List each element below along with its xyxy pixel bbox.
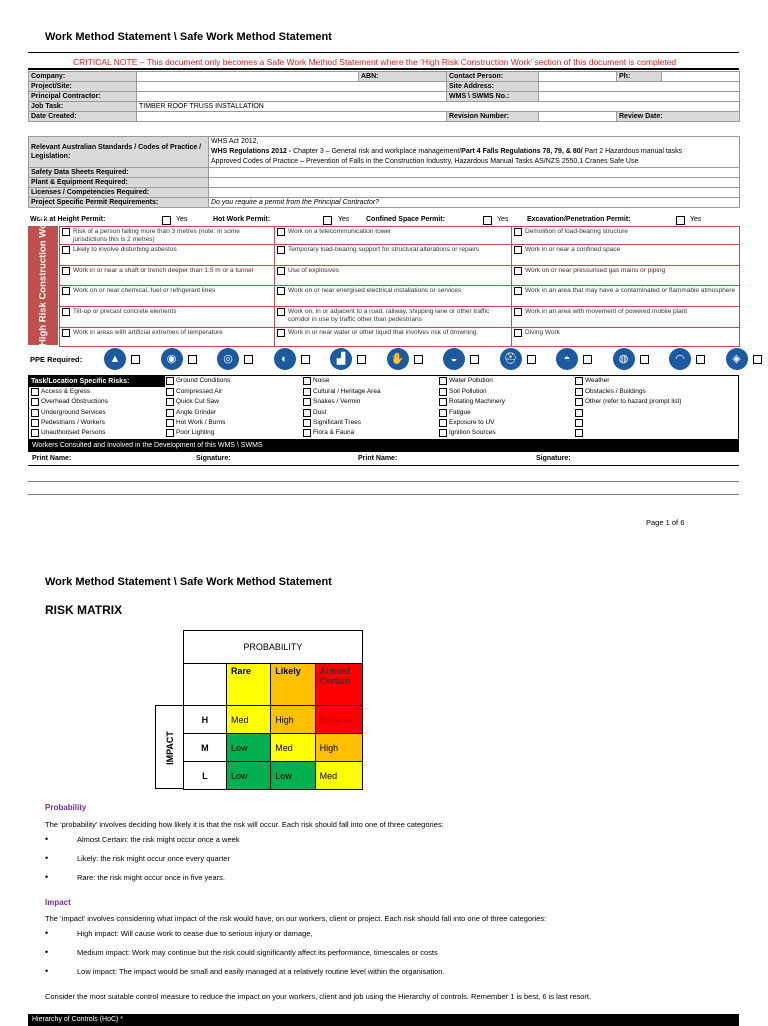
ph-field[interactable] — [662, 72, 740, 82]
hrcw-item[interactable] — [275, 227, 512, 245]
hrcw-checkbox[interactable] — [62, 308, 70, 316]
risk-checkbox[interactable] — [439, 398, 447, 406]
hrcw-checkbox[interactable] — [62, 329, 70, 337]
list-item: • Rare: the risk might occur once in five years. — [45, 868, 240, 887]
confined-permit-checkbox[interactable] — [483, 216, 492, 225]
risk-checkbox[interactable] — [303, 409, 311, 417]
hrcw-item-label: Work in an area that may have a contaminated or flammable atmosphere — [525, 287, 736, 294]
risk-checkbox[interactable] — [439, 419, 447, 427]
risk-label: Fatigue — [449, 408, 471, 416]
risk-label: Snakes / Vermin — [313, 398, 361, 406]
matrix-row-label: M — [183, 734, 226, 762]
risk-checkbox[interactable] — [166, 429, 174, 437]
matrix-col-header: Rare — [226, 664, 270, 706]
licenses-label: Licenses / Competencies Required: — [29, 188, 209, 198]
risk-label: Ground Conditions — [176, 377, 231, 384]
sds-field[interactable] — [209, 168, 740, 178]
risk-label: Rotating Machinery — [449, 398, 505, 406]
hrcw-item-label: Temporary load-bearing support for structural alterations or repairs — [288, 246, 480, 253]
permit-row — [28, 215, 739, 226]
company-field[interactable] — [137, 72, 359, 82]
hrcw-label: High Risk Construction Work — [37, 214, 49, 346]
ppe-checkbox[interactable] — [301, 355, 310, 364]
probability-text: The ‘probability’ involves deciding how likely it is that the risk will occur. Each risk should fall into one of three categories: — [45, 820, 444, 829]
hrcw-checkbox[interactable] — [514, 308, 522, 316]
standards-falls: Part 4 Falls Regulations 78, 79, & 80/ — [461, 148, 583, 155]
page2-title: Work Method Statement \ Safe Work Method Statement — [45, 576, 332, 588]
hrcw-item[interactable] — [512, 266, 740, 286]
matrix-col-header: Likely — [271, 664, 315, 706]
ph-label: Ph: — [617, 72, 662, 82]
wms-no-field[interactable] — [539, 92, 740, 102]
excavation-permit-checkbox[interactable] — [676, 216, 685, 225]
hrcw-item[interactable] — [512, 307, 740, 328]
hi-vis-vest-icon: ▲ — [104, 348, 126, 370]
hrcw-item[interactable] — [275, 328, 512, 347]
risk-label: Overhead Obstructions — [41, 398, 108, 406]
hrcw-checkbox[interactable] — [62, 287, 70, 295]
impact-label: IMPACT — [165, 731, 175, 765]
ear-muffs-icon: ◎ — [217, 348, 239, 370]
risk-checkbox[interactable] — [303, 377, 311, 385]
hot-work-yes: Yes — [338, 216, 350, 223]
risk-matrix — [155, 630, 363, 790]
date-created-label: Date Created: — [29, 112, 137, 122]
ppe-checkbox[interactable] — [131, 355, 140, 364]
standards-chapter: Chapter 3 – General risk and workplace management/ — [293, 148, 462, 155]
ppe-checkbox[interactable] — [696, 355, 705, 364]
probability-heading: Probability — [45, 803, 87, 812]
hrcw-item-label: Work in an area with movement of powered mobile plant — [525, 308, 688, 315]
hoc-bar: Hierarchy of Controls (HoC) * — [28, 1014, 739, 1026]
divider — [28, 68, 739, 70]
company-label: Company: — [29, 72, 137, 82]
risk-checkbox[interactable] — [303, 429, 311, 437]
list-item: • High impact: Will cause work to cease due to serious injury or damage, — [45, 924, 445, 943]
risk-checkbox[interactable] — [575, 409, 583, 417]
risk-checkbox[interactable] — [31, 419, 39, 427]
contact-person-label: Contact Person: — [447, 72, 539, 82]
signature-line — [28, 481, 739, 482]
hrcw-item[interactable] — [60, 245, 275, 266]
hrcw-item-label: Work on, in or adjacent to a road, railway, shipping lane or other traffic corridor in use by traffic other than pedestrians — [288, 308, 490, 323]
ppe-label: PPE Required: — [30, 355, 83, 364]
list-item: • Low impact: The impact would be small and easily managed at a relatively routine level within the organisation. — [45, 962, 445, 981]
hrcw-item-label: Use of explosives — [288, 267, 339, 274]
standards-manual: Part 2 Hazardous manual tasks — [582, 148, 683, 155]
ppe-checkbox[interactable] — [753, 355, 762, 364]
risk-checkbox[interactable] — [303, 398, 311, 406]
face-shield-icon: ◒ — [443, 348, 465, 370]
risk-label: Pedestrians / Workers — [41, 418, 105, 426]
risk-label: Weather — [585, 377, 610, 384]
risk-label: Quick Cut Saw — [176, 398, 219, 406]
hrcw-side-label — [28, 214, 58, 346]
list-item: • Likely: the risk might occur once every quarter — [45, 849, 240, 868]
excavation-yes: Yes — [690, 216, 702, 223]
ppe-checkbox[interactable] — [470, 355, 479, 364]
hrcw-item[interactable] — [512, 286, 740, 307]
hrcw-checkbox[interactable] — [277, 329, 285, 337]
print-name-label-1: Print Name: — [32, 455, 72, 462]
hrcw-checkbox[interactable] — [277, 308, 285, 316]
job-task-field[interactable]: TIMBER ROOF TRUSS INSTALLATION — [137, 102, 740, 112]
respirator-icon: ◉ — [161, 348, 183, 370]
risk-label: Dust — [313, 408, 327, 416]
hrcw-checkbox[interactable] — [514, 228, 522, 236]
risk-checkbox[interactable] — [31, 409, 39, 417]
risk-checkbox[interactable] — [575, 398, 583, 406]
excavation-permit-label: Excavation/Penetration Permit: — [527, 216, 631, 223]
confined-permit-label: Confined Space Permit: — [366, 216, 445, 223]
matrix-cell: High — [315, 734, 362, 762]
hrcw-item-label: Work on or near pressurised gas mains or piping — [525, 267, 666, 274]
risk-label: Hot Work / Burns — [176, 418, 226, 426]
hrcw-item-label: Work in or near a confined space — [525, 246, 621, 253]
risk-checkbox[interactable] — [166, 409, 174, 417]
hot-work-permit-checkbox[interactable] — [323, 216, 332, 225]
risks-label: Task/Location Specific Risks: — [29, 376, 165, 387]
risk-checkbox[interactable] — [575, 429, 583, 437]
hrcw-item-label: Work in or near water or other liquid that involves risk of drowning — [288, 329, 477, 336]
matrix-cell: High — [271, 706, 315, 734]
ppe-checkbox[interactable] — [244, 355, 253, 364]
hrcw-item[interactable] — [60, 266, 275, 286]
risk-label: Underground Services — [41, 408, 106, 416]
risk-label: Noise — [313, 377, 330, 384]
hrcw-checkbox[interactable] — [514, 287, 522, 295]
hrcw-item-label: Work on a telecommunication tower — [288, 228, 392, 235]
welding-mask-icon: ◓ — [556, 348, 578, 370]
risk-label: Water Pollution — [449, 377, 493, 384]
consider-text: Consider the most suitable control measure to reduce the impact on your workers, client and job using the Hierarchy of controls. Remember 1 is best, 6 is last resort. — [45, 992, 592, 1001]
wah-yes: Yes — [176, 216, 188, 223]
revision-number-label: Revision Number: — [447, 112, 539, 122]
gloves-icon: ✋ — [387, 348, 409, 370]
probability-list — [45, 830, 240, 887]
hrcw-item[interactable] — [60, 307, 275, 328]
hrcw-item[interactable] — [60, 286, 275, 307]
impact-text: The ‘impact’ involves considering what impact of the risk would have, on our workers, client or project. Each risk should fall into one of three categories: — [45, 914, 547, 923]
matrix-cell: Med — [315, 762, 362, 790]
hrcw-item[interactable] — [275, 245, 512, 266]
project-site-label: Project/Site: — [29, 82, 137, 92]
risk-checkbox[interactable] — [439, 388, 447, 396]
standards-line3: Approved Codes of Practice – Prevention of Falls in the Construction Industry, Hazardous Manual Tasks AS/NZS 2550.1 Cranes Safe Use — [211, 158, 639, 165]
safety-glasses-icon: ◐ — [274, 348, 296, 370]
hrcw-item-label: Diving Work — [525, 329, 560, 336]
print-name-label-2: Print Name: — [358, 455, 398, 462]
ppe-row — [28, 347, 739, 373]
risk-checkbox[interactable] — [31, 398, 39, 406]
hrcw-item[interactable] — [60, 227, 275, 245]
hrcw-checkbox[interactable] — [277, 267, 285, 275]
ppe-checkbox[interactable] — [583, 355, 592, 364]
signature-label-1: Signature: — [196, 455, 231, 462]
risk-checkbox[interactable] — [31, 429, 39, 437]
matrix-row-label: H — [183, 706, 226, 734]
impact-heading: Impact — [45, 898, 71, 907]
risk-matrix-title: RISK MATRIX — [45, 603, 123, 617]
risk-checkbox[interactable] — [303, 388, 311, 396]
hrcw-checkbox[interactable] — [514, 267, 522, 275]
review-date-label: Review Date: — [617, 112, 740, 122]
wah-permit-checkbox[interactable] — [162, 216, 171, 225]
hrcw-item[interactable] — [512, 245, 740, 266]
standards-line1: WHS Act 2012, — [211, 138, 259, 145]
ppe-checkbox[interactable] — [188, 355, 197, 364]
divider — [28, 52, 739, 53]
sun-hat-icon: ◠ — [669, 348, 691, 370]
plant-field[interactable] — [209, 178, 740, 188]
confined-yes: Yes — [497, 216, 509, 223]
hot-work-permit-label: Hot Work Permit: — [213, 216, 271, 223]
signature-line — [28, 494, 739, 495]
impact-list — [45, 924, 445, 981]
risk-checkbox[interactable] — [303, 419, 311, 427]
matrix-corner — [155, 664, 183, 706]
principal-contractor-field[interactable] — [137, 92, 447, 102]
list-item: • Medium impact: Work may continue but the risk could significantly affect its performance, timescales or costs — [45, 943, 445, 962]
hrcw-item-label: Risk of a person falling more than 3 metres (note: in some jurisdictions this is 2 metres) — [73, 228, 240, 243]
wah-permit-label: Work at Height Permit: — [30, 216, 106, 223]
hrcw-table — [59, 226, 740, 347]
hrcw-item[interactable] — [275, 307, 512, 328]
ppe-checkbox[interactable] — [414, 355, 423, 364]
critical-note: CRITICAL NOTE – This document only becomes a Safe Work Method Statement where the ‘High Risk Construction Work’ section of this document is completed — [73, 57, 677, 67]
risk-checkbox[interactable] — [439, 409, 447, 417]
risk-checkbox[interactable] — [575, 377, 583, 385]
hrcw-item-label: Likely to involve disturbing asbestos — [73, 246, 177, 253]
project-site-field[interactable] — [137, 82, 447, 92]
hrcw-checkbox[interactable] — [62, 246, 70, 254]
matrix-corner — [183, 664, 226, 706]
signature-label-2: Signature: — [536, 455, 571, 462]
hrcw-item[interactable] — [275, 286, 512, 307]
risk-label: Cultural / Heritage Area — [313, 388, 381, 395]
hrcw-item[interactable] — [60, 328, 275, 347]
risk-checkbox[interactable] — [439, 429, 447, 437]
job-task-label: Job Task: — [29, 102, 137, 112]
risk-label: Compressed Air — [176, 388, 223, 395]
risk-label: Significant Trees — [313, 418, 362, 426]
risk-label: Ignition Sources — [449, 429, 496, 437]
risk-label: Access & Egress — [41, 388, 91, 395]
standards-table — [28, 136, 740, 208]
sds-label: Safety Data Sheets Required: — [29, 168, 209, 178]
hrcw-checkbox[interactable] — [277, 246, 285, 254]
hrcw-item-label: Work on or near energised electrical installations or services — [288, 287, 462, 294]
matrix-cell: Extreme — [315, 706, 362, 734]
dust-mask-icon: ◍ — [613, 348, 635, 370]
risk-checkbox[interactable] — [166, 398, 174, 406]
matrix-cell: Low — [271, 762, 315, 790]
safety-boots-icon: ▟ — [330, 348, 352, 370]
matrix-cell: Low — [226, 734, 270, 762]
page-title: Work Method Statement \ Safe Work Method Statement — [45, 31, 332, 43]
hrcw-item-label: Work in or near a shaft or trench deeper than 1.5 m or a tunnel — [73, 267, 254, 274]
hrcw-item-label: Work on or near chemical, fuel or refrigerant lines — [73, 287, 216, 294]
risk-label: Flora & Fauna — [313, 429, 355, 437]
risk-checkbox[interactable] — [166, 419, 174, 427]
ppe-checkbox[interactable] — [640, 355, 649, 364]
ppe-checkbox[interactable] — [357, 355, 366, 364]
hrcw-item[interactable] — [512, 227, 740, 245]
matrix-cell: Low — [226, 762, 270, 790]
risk-label: Poor Lighting — [176, 429, 215, 437]
risk-label: Other (refer to hazard prompt list) — [585, 398, 682, 406]
matrix-cell: Med — [271, 734, 315, 762]
hrcw-checkbox[interactable] — [277, 287, 285, 295]
hrcw-checkbox[interactable] — [514, 246, 522, 254]
matrix-cell: Med — [226, 706, 270, 734]
risk-label: Exposure to UV — [449, 418, 495, 426]
risk-checkbox[interactable] — [439, 377, 447, 385]
hrcw-item-label: Demolition of load-bearing structure — [525, 228, 628, 235]
probability-header: PROBABILITY — [183, 631, 362, 664]
risk-checkbox[interactable] — [166, 377, 174, 385]
standards-regs: WHS Regulations 2012 - — [211, 148, 294, 155]
matrix-col-header: Almost Certain — [315, 664, 362, 706]
hrcw-checkbox[interactable] — [62, 228, 70, 236]
permits-label: Project Specific Permit Requirements: — [29, 198, 209, 208]
hrcw-checkbox[interactable] — [277, 228, 285, 236]
hrcw-item-label: Work in areas with artificial extremes of temperature — [73, 329, 223, 336]
hrcw-item-label: Tilt-up or precast concrete elements — [73, 308, 177, 315]
risk-checkbox[interactable] — [166, 388, 174, 396]
hrcw-item[interactable] — [275, 266, 512, 286]
risk-label: Obstacles / Buildings — [585, 388, 646, 395]
risk-checkbox[interactable] — [575, 419, 583, 427]
standards-label: Relevant Australian Standards / Codes of Practice / Legislation: — [29, 137, 209, 168]
risk-label: Soil Pollution — [449, 388, 487, 395]
page-number: Page 1 of 6 — [646, 518, 685, 527]
date-created-field[interactable] — [137, 112, 447, 122]
risk-label: Unauthorised Persons — [41, 429, 106, 437]
hrcw-item[interactable] — [512, 328, 740, 347]
abn-label: ABN: — [359, 72, 447, 82]
site-address-label: Site Address: — [447, 82, 539, 92]
workers-bar: Workers Consulted and Involved in the Development of this WMS \ SWMS — [28, 440, 739, 452]
risk-checkbox[interactable] — [31, 388, 39, 396]
impact-cell — [155, 705, 184, 789]
permit-question: Do you require a permit from the Principal Contractor? — [209, 198, 740, 208]
hrcw-checkbox[interactable] — [62, 267, 70, 275]
list-item: • Almost Certain: the risk might occur once a week — [45, 830, 240, 849]
principal-contractor-label: Principal Contractor: — [29, 92, 137, 102]
site-address-field[interactable] — [539, 82, 740, 92]
plant-label: Plant & Equipment Required: — [29, 178, 209, 188]
ppe-checkbox[interactable] — [527, 355, 536, 364]
hrcw-checkbox[interactable] — [514, 329, 522, 337]
project-info-table — [28, 71, 740, 122]
risk-checkbox[interactable] — [575, 388, 583, 396]
licenses-field[interactable] — [209, 188, 740, 198]
hard-hat-icon: ⛑ — [500, 348, 522, 370]
contact-person-field[interactable] — [539, 72, 617, 82]
revision-number-field[interactable] — [539, 112, 617, 122]
matrix-row-label: L — [183, 762, 226, 790]
signatures-header — [28, 452, 739, 466]
sunscreen-icon: ◈ — [726, 348, 748, 370]
risk-label: Angle Grinder — [176, 408, 217, 416]
risks-box — [28, 375, 739, 440]
wms-no-label: WMS \ SWMS No.: — [447, 92, 539, 102]
